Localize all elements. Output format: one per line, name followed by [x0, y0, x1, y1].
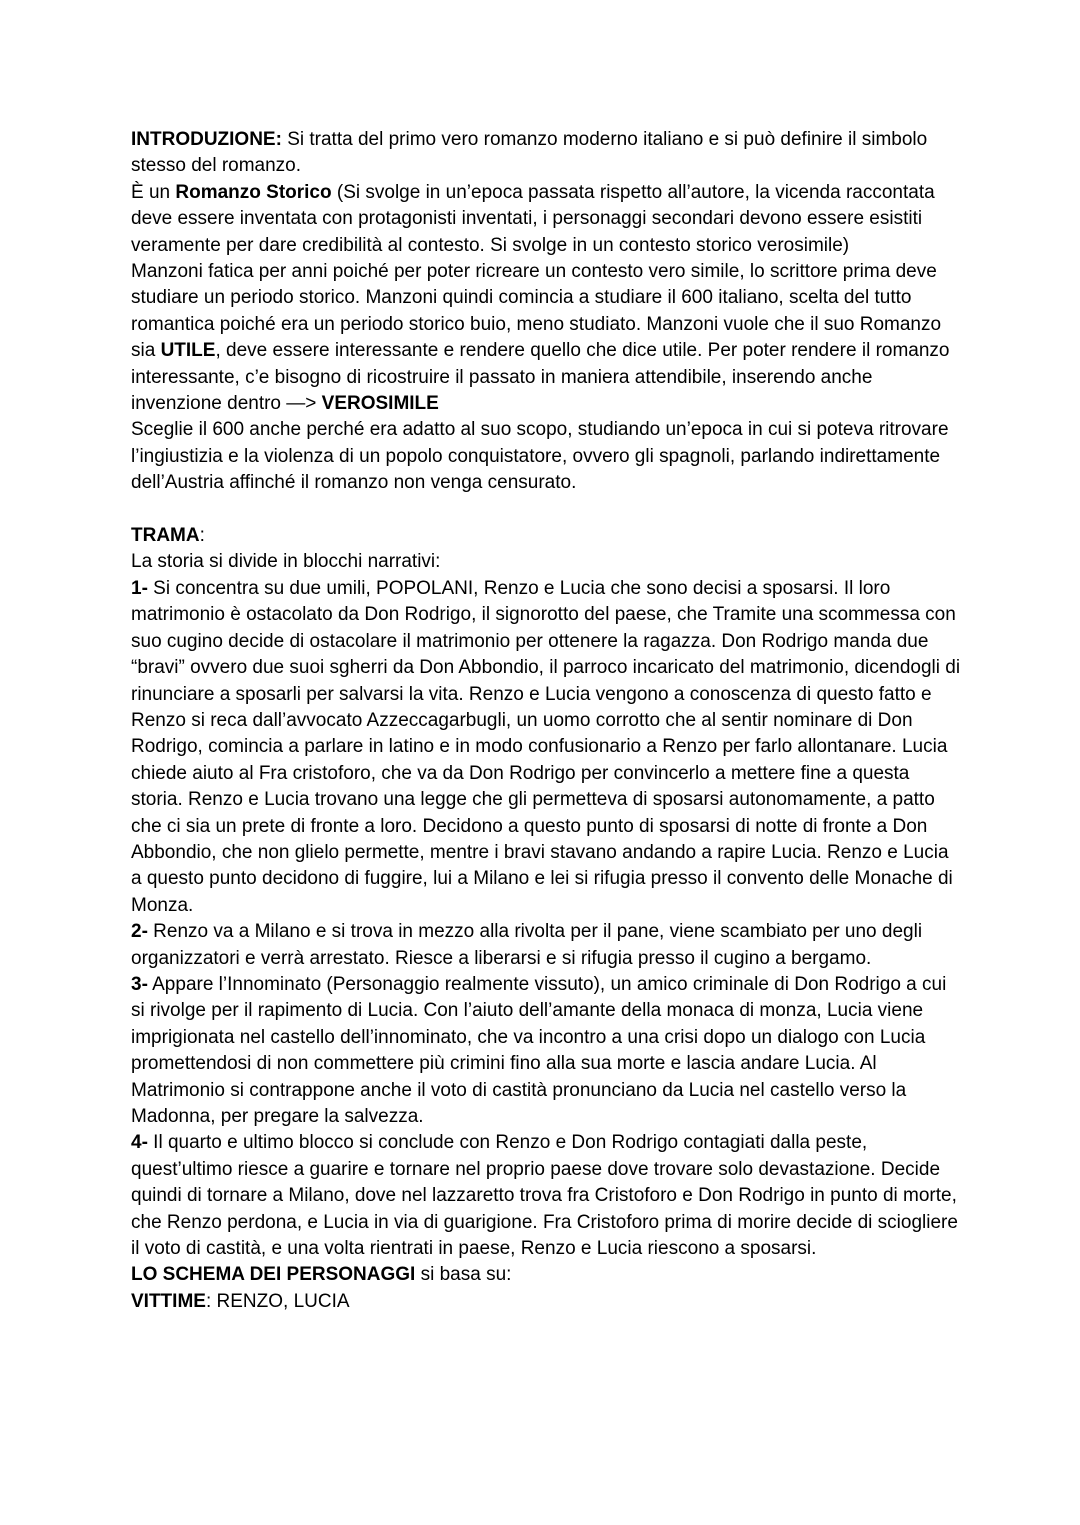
trama-heading: TRAMA — [131, 525, 200, 547]
intro-paragraph-3 — [131, 259, 961, 417]
intro-paragraph-1 — [131, 127, 961, 180]
intro-text-3b: , deve essere interessante e rendere quello che dice utile. Per poter rendere il romanzo interessante, c’e bisogno di ricostruire il passato in maniera attendibile, inserendo anche invenzione dentro —> — [131, 340, 950, 415]
block-number: 4- — [131, 1132, 148, 1154]
schema-rest: si basa su: — [415, 1264, 512, 1286]
intro-heading: INTRODUZIONE: — [131, 129, 282, 150]
vittime-label: VITTIME — [131, 1290, 206, 1312]
trama-heading-colon: : — [199, 525, 205, 547]
block-number: 3- — [131, 973, 148, 995]
block-text: Renzo va a Milano e si trova in mezzo alla rivolta per il pane, viene scambiato per uno degli organizzatori e verrà arrestato. Riesce a liberarsi e si rifugia presso il cugino a bergamo. — [131, 921, 923, 969]
document-page — [131, 127, 961, 1315]
schema-personaggi-line — [131, 1262, 961, 1288]
block-number: 2- — [131, 921, 148, 943]
intro-text-2-lead: È un — [131, 181, 176, 203]
block-text: Il quarto e ultimo blocco si conclude con Renzo e Don Rodrigo contagiati dalla peste, quest’ultimo riesce a guarire e tornare nel proprio paese dove trovare solo devastazione. Decide quindi di tornare a Milano, dove nel lazzaretto trova fra Cristoforo e Don Rodrigo in punto di morte, che Renzo perdona, e Lucia in via di guarigione. Fra Cristoforo prima di morire decide di sciogliere il voto di castità, e una volta rientrati in paese, Renzo e Lucia riescono a sposarsi. — [131, 1132, 958, 1260]
vittime-names: : RENZO, LUCIA — [205, 1290, 350, 1312]
block-text: Si concentra su due umili, POPOLANI, Renzo e Lucia che sono decisi a sposarsi. Il loro matrimonio è ostacolato da Don Rodrigo, il signorotto del paese, che Tramite una scommessa con suo cugino decide di ostacolare il matrimonio per ottenere la ragazza. Don Rodrigo manda due “bravi” ovvero due suoi sgherri da Don Abbondio, il parroco incaricato del matrimonio, dicendogli di rinunciare a sposarli per salvarsi la vita. Renzo e Lucia vengono a conoscenza di questo fatto e Renzo si reca dall’avvocato Azzeccagarbugli, un uomo corrotto che al sentir nominare di Don Rodrigo, comincia a parlare in latino e in modo confusionario a Renzo per farlo allontanare. Lucia chiede aiuto al Fra cristoforo, che va da Don Rodrigo per convincerlo a mettere fine a questa storia. Renzo e Lucia trovano una legge che gli permetteva di sposarsi autonomamente, a patto che ci sia un prete di fronte a loro. Decidono a questo punto di sposarsi di notte di fronte a Don Abbondio, che non glielo permette, mentre i bravi stavano andando a rapire Lucia. Renzo e Lucia a questo punto decidono di fuggire, lui a Milano e lei si rifugia presso il convento delle Monache di Monza. — [131, 577, 961, 916]
block-text: Appare l’Innominato (Personaggio realmente vissuto), un amico criminale di Don Rodrigo a cui si rivolge per il rapimento di Lucia. Con l’aiuto dell’amante della monaca di monza, Lucia viene imprigionata nel castello dell’innominato, che va incontro a una crisi dopo un dialogo con Lucia promettendosi di non commettere più crimini fino alla sua morte e lascia andare Lucia. Al Matrimonio si contrappone anche il voto di castità pronunciano da Lucia nel castello verso la Madonna, per pregare la salvezza. — [131, 973, 947, 1128]
intro-paragraph-4: Sceglie il 600 anche perché era adatto al suo scopo, studiando un’epoca in cui si poteva ritrovare l’ingiustizia e la violenza di un popolo conquistatore, ovvero gli spagnoli, parlando indirettamente dell’Austria affinché il romanzo non venga censurato. — [131, 419, 949, 494]
trama-heading-line — [131, 523, 961, 549]
intro-text-2-rest: (Si svolge in un’epoca passata rispetto all’autore, la vicenda raccontata deve essere inventata con protagonisti inventati, i personaggi secondari devono essere esistiti veramente per dare credibilità al contesto. Si svolge in un contesto storico verosimile) — [131, 181, 935, 256]
intro-text-1: Si tratta del primo vero romanzo moderno italiano e si può definire il simbolo stesso del romanzo. — [131, 129, 928, 177]
trama-block-3 — [131, 972, 961, 1130]
trama-intro: La storia si divide in blocchi narrativi: — [131, 551, 441, 573]
schema-heading: LO SCHEMA DEI PERSONAGGI — [131, 1264, 416, 1286]
trama-block-2 — [131, 919, 961, 972]
verosimile-term: VEROSIMILE — [321, 393, 439, 415]
block-number: 1- — [131, 577, 148, 599]
utile-term: UTILE — [160, 340, 216, 362]
intro-paragraph-2 — [131, 180, 961, 259]
trama-block-1 — [131, 576, 961, 919]
trama-block-4 — [131, 1130, 961, 1262]
intro-text-3a: Manzoni fatica per anni poiché per poter ricreare un contesto vero simile, lo scrittore prima deve studiare un periodo storico. Manzoni quindi comincia a studiare il 600 italiano, scelta del tutto romantica poiché era un periodo storico buio, meno studiato. Manzoni vuole che il suo Romanzo sia — [131, 261, 942, 362]
vittime-line — [131, 1289, 961, 1315]
section-spacer — [131, 497, 961, 523]
romanzo-storico-term: Romanzo Storico — [175, 181, 332, 203]
